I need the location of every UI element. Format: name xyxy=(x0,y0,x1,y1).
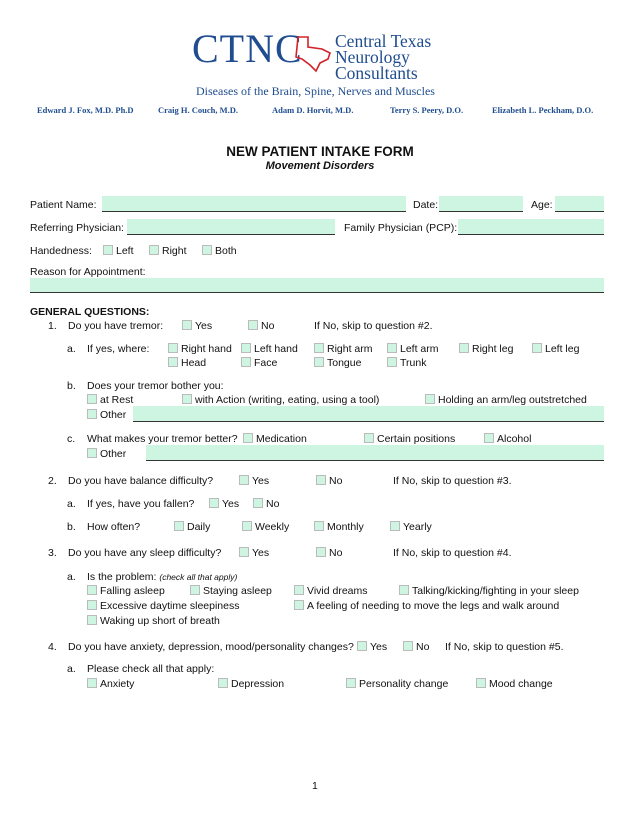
sub-question-text: How often? xyxy=(87,521,141,533)
checkbox[interactable] xyxy=(387,343,397,353)
question-text: Do you have anxiety, depression, mood/personality changes? xyxy=(68,641,354,653)
checkbox[interactable] xyxy=(243,433,253,443)
option-with-action[interactable]: with Action (writing, eating, using a tool) xyxy=(182,394,379,406)
checkbox[interactable] xyxy=(316,475,326,485)
handedness-label: Handedness: xyxy=(30,245,92,257)
checkbox[interactable] xyxy=(190,585,200,595)
checkbox[interactable] xyxy=(346,678,356,688)
skip-note: If No, skip to question #3. xyxy=(393,475,512,487)
checkbox[interactable] xyxy=(182,320,192,330)
checkbox[interactable] xyxy=(253,498,263,508)
sub-question-text: Does your tremor bother you: xyxy=(87,380,224,392)
option-vivid-dreams[interactable]: Vivid dreams xyxy=(294,585,368,597)
checkbox[interactable] xyxy=(403,641,413,651)
date-field[interactable] xyxy=(439,196,523,212)
option-trunk[interactable]: Trunk xyxy=(387,357,426,369)
checkbox[interactable] xyxy=(239,547,249,557)
option-anxiety[interactable]: Anxiety xyxy=(87,678,134,690)
checkbox[interactable] xyxy=(149,245,159,255)
sub-letter: a. xyxy=(67,663,76,675)
form-subtitle: Movement Disorders xyxy=(265,160,375,172)
checkbox[interactable] xyxy=(314,343,324,353)
option-left-arm[interactable]: Left arm xyxy=(387,343,439,355)
logo-text: CTNC xyxy=(192,26,303,71)
sub-question-text: Please check all that apply: xyxy=(87,663,215,675)
referring-physician-field[interactable] xyxy=(127,219,335,235)
option-daily[interactable]: Daily xyxy=(174,521,210,533)
handedness-both[interactable]: Both xyxy=(202,245,237,257)
option-certain-positions[interactable]: Certain positions xyxy=(364,433,455,445)
option-talking-kicking[interactable]: Talking/kicking/fighting in your sleep xyxy=(399,585,579,597)
check-note: (check all that apply) xyxy=(159,572,238,582)
checkbox[interactable] xyxy=(87,448,97,458)
question-text: Do you have balance difficulty? xyxy=(68,475,214,487)
checkbox[interactable] xyxy=(425,394,435,404)
checkbox[interactable] xyxy=(248,320,258,330)
age-field[interactable] xyxy=(555,196,604,212)
option-at-rest[interactable]: at Rest xyxy=(87,394,133,406)
option-right-hand[interactable]: Right hand xyxy=(168,343,232,355)
option-personality-change[interactable]: Personality change xyxy=(346,678,448,690)
q2a-yes[interactable]: Yes xyxy=(209,498,239,510)
q2-no[interactable]: No xyxy=(316,475,342,487)
option-mood-change[interactable]: Mood change xyxy=(476,678,553,690)
question-number: 4. xyxy=(48,641,57,653)
option-daytime-sleepiness[interactable]: Excessive daytime sleepiness xyxy=(87,600,239,612)
sub-letter: a. xyxy=(67,498,76,510)
checkbox[interactable] xyxy=(87,394,97,404)
checkbox[interactable] xyxy=(294,585,304,595)
option-other[interactable]: Other xyxy=(87,409,126,421)
checkbox[interactable] xyxy=(242,521,252,531)
checkbox[interactable] xyxy=(202,245,212,255)
family-physician-label: Family Physician (PCP): xyxy=(344,222,458,234)
q1-yes[interactable]: Yes xyxy=(182,320,212,332)
logo-name: Central Texas Neurology Consultants xyxy=(335,31,432,83)
checkbox[interactable] xyxy=(103,245,113,255)
q4-no[interactable]: No xyxy=(403,641,429,653)
q3-yes[interactable]: Yes xyxy=(239,547,269,559)
question-number: 1. xyxy=(48,320,57,332)
option-left-hand[interactable]: Left hand xyxy=(241,343,298,355)
option-depression[interactable]: Depression xyxy=(218,678,284,690)
option-head[interactable]: Head xyxy=(168,357,206,369)
option-holding-outstretched[interactable]: Holding an arm/leg outstretched xyxy=(425,394,587,406)
option-falling-asleep[interactable]: Falling asleep xyxy=(87,585,165,597)
q2a-no[interactable]: No xyxy=(253,498,279,510)
doctor-name: Adam D. Horvit, M.D. xyxy=(272,105,354,115)
skip-note: If No, skip to question #5. xyxy=(445,641,564,653)
sub-letter: b. xyxy=(67,380,76,392)
checkbox[interactable] xyxy=(182,394,192,404)
checkbox[interactable] xyxy=(476,678,486,688)
skip-note: If No, skip to question #4. xyxy=(393,547,512,559)
option-right-arm[interactable]: Right arm xyxy=(314,343,373,355)
date-label: Date: xyxy=(413,199,439,211)
q3-no[interactable]: No xyxy=(316,547,342,559)
checkbox[interactable] xyxy=(399,585,409,595)
checkbox[interactable] xyxy=(390,521,400,531)
checkbox[interactable] xyxy=(168,357,178,367)
checkbox[interactable] xyxy=(168,343,178,353)
option-monthly[interactable]: Monthly xyxy=(314,521,364,533)
option-short-of-breath[interactable]: Waking up short of breath xyxy=(87,615,220,627)
checkbox[interactable] xyxy=(316,547,326,557)
reason-label: Reason for Appointment: xyxy=(30,266,146,278)
q2-yes[interactable]: Yes xyxy=(239,475,269,487)
section-title: GENERAL QUESTIONS: xyxy=(30,306,150,318)
texas-map-icon xyxy=(292,33,336,73)
patient-name-label: Patient Name: xyxy=(30,199,97,211)
checkbox[interactable] xyxy=(239,475,249,485)
checkbox[interactable] xyxy=(241,357,251,367)
option-right-leg[interactable]: Right leg xyxy=(459,343,513,355)
other-field[interactable] xyxy=(146,445,604,461)
q4-yes[interactable]: Yes xyxy=(357,641,387,653)
checkbox[interactable] xyxy=(532,343,542,353)
option-medication[interactable]: Medication xyxy=(243,433,307,445)
checkbox[interactable] xyxy=(87,615,97,625)
checkbox[interactable] xyxy=(314,521,324,531)
skip-note: If No, skip to question #2. xyxy=(314,320,433,332)
checkbox[interactable] xyxy=(314,357,324,367)
option-left-leg[interactable]: Left leg xyxy=(532,343,579,355)
sub-letter: b. xyxy=(67,521,76,533)
option-move-legs[interactable]: A feeling of needing to move the legs and walk around xyxy=(294,600,559,612)
handedness-right[interactable]: Right xyxy=(149,245,187,257)
doctor-name: Edward J. Fox, M.D. Ph.D xyxy=(37,105,134,115)
checkbox[interactable] xyxy=(87,409,97,419)
age-label: Age: xyxy=(531,199,553,211)
question-number: 3. xyxy=(48,547,57,559)
checkbox[interactable] xyxy=(387,357,397,367)
reason-field[interactable] xyxy=(30,278,604,293)
sub-question-text: Is the problem: (check all that apply) xyxy=(87,571,238,583)
checkbox[interactable] xyxy=(459,343,469,353)
checkbox[interactable] xyxy=(87,585,97,595)
patient-name-field[interactable] xyxy=(102,196,406,212)
checkbox[interactable] xyxy=(87,600,97,610)
option-tongue[interactable]: Tongue xyxy=(314,357,361,369)
doctor-name: Terry S. Peery, D.O. xyxy=(390,105,464,115)
option-weekly[interactable]: Weekly xyxy=(242,521,289,533)
checkbox[interactable] xyxy=(174,521,184,531)
option-yearly[interactable]: Yearly xyxy=(390,521,432,533)
option-alcohol[interactable]: Alcohol xyxy=(484,433,531,445)
sub-letter: a. xyxy=(67,343,76,355)
checkbox[interactable] xyxy=(241,343,251,353)
option-other[interactable]: Other xyxy=(87,448,126,460)
checkbox[interactable] xyxy=(87,678,97,688)
sub-letter: a. xyxy=(67,571,76,583)
option-staying-asleep[interactable]: Staying asleep xyxy=(190,585,272,597)
question-number: 2. xyxy=(48,475,57,487)
page-number: 1 xyxy=(312,780,318,792)
q1-no[interactable]: No xyxy=(248,320,274,332)
tagline: Diseases of the Brain, Spine, Nerves and Muscles xyxy=(196,84,435,98)
checkbox[interactable] xyxy=(357,641,367,651)
sub-question-text: If yes, where: xyxy=(87,343,150,355)
doctor-name: Craig H. Couch, M.D. xyxy=(158,105,239,115)
checkbox[interactable] xyxy=(364,433,374,443)
checkbox[interactable] xyxy=(218,678,228,688)
sub-letter: c. xyxy=(67,433,76,445)
sub-question-text: If yes, have you fallen? xyxy=(87,498,195,510)
checkbox[interactable] xyxy=(209,498,219,508)
checkbox[interactable] xyxy=(294,600,304,610)
doctor-name: Elizabeth L. Peckham, D.O. xyxy=(492,105,594,115)
referring-physician-label: Referring Physician: xyxy=(30,222,124,234)
option-face[interactable]: Face xyxy=(241,357,277,369)
question-text: Do you have any sleep difficulty? xyxy=(68,547,222,559)
checkbox[interactable] xyxy=(484,433,494,443)
form-title: NEW PATIENT INTAKE FORM xyxy=(226,144,414,159)
handedness-left[interactable]: Left xyxy=(103,245,134,257)
family-physician-field[interactable] xyxy=(458,219,604,235)
question-text: Do you have tremor: xyxy=(68,320,164,332)
other-field[interactable] xyxy=(133,406,604,422)
sub-question-text: What makes your tremor better? xyxy=(87,433,238,445)
